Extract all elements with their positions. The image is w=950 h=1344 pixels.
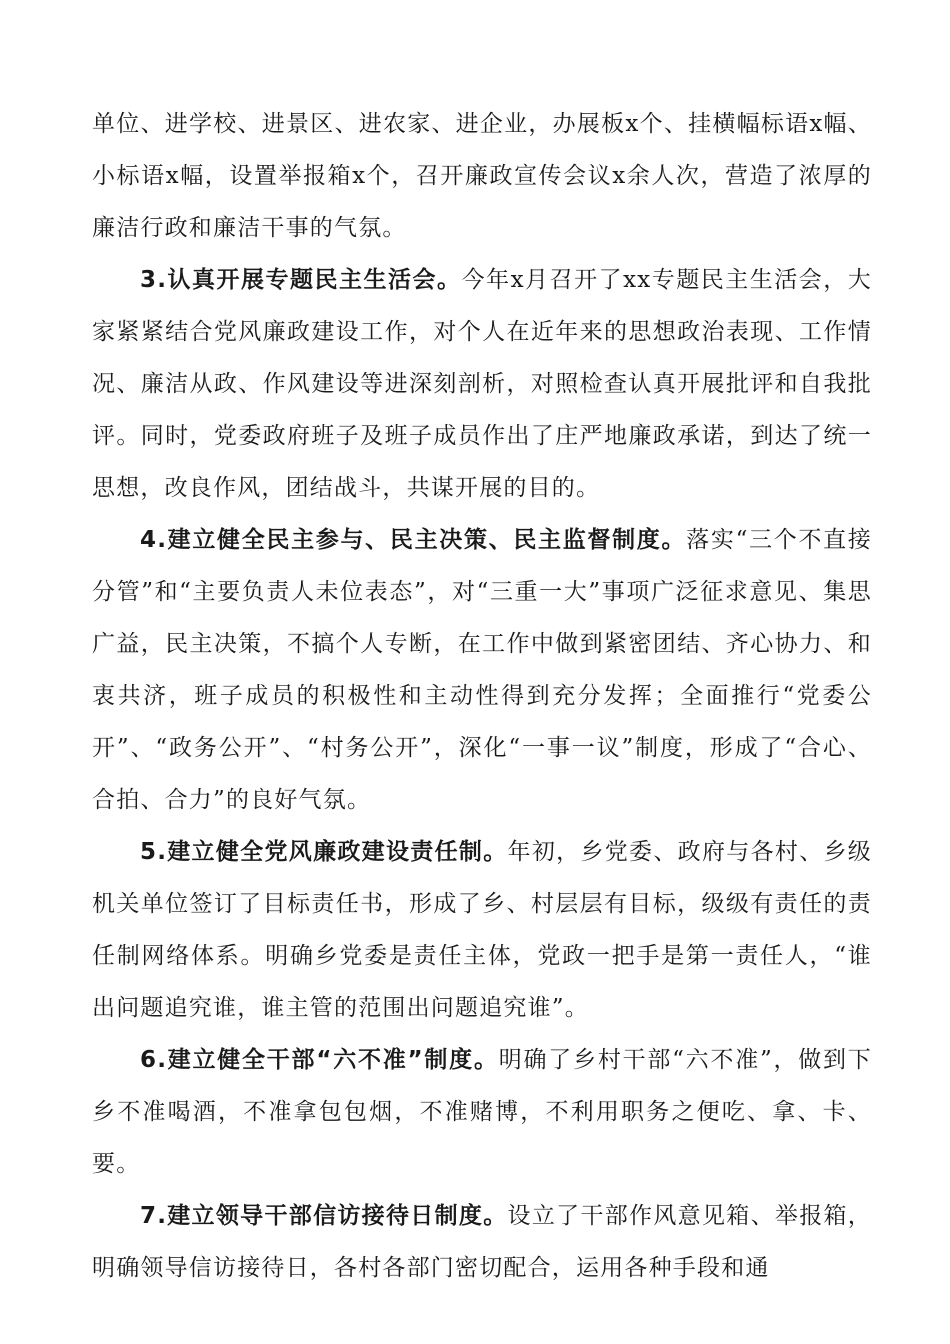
paragraph-text: 明确了乡村干部“六不准”，做到下乡不准喝酒，不准拿包包烟，不准赌博，不利用职务之便吃、拿、卡、要。 (92, 1047, 872, 1177)
paragraph-heading: 5.建立健全党风廉政建设责任制。 (140, 839, 508, 865)
paragraph-6 (92, 1034, 872, 1190)
paragraph-heading: 6.建立健全干部“六不准”制度。 (140, 1047, 499, 1073)
paragraph-3 (92, 254, 872, 514)
paragraph-text: 落实“三个不直接分管”和“主要负责人未位表态”，对“三重一大”事项广泛征求意见、集思广益，民主决策，不搞个人专断，在工作中做到紧密团结、齐心协力、和衷共济，班子成员的积极性和主动性得到充分发挥；全面推行“党委公开”、“政务公开”、“村务公开”，深化“一事一议”制度，形成了“合心、合拍、合力”的良好气氛。 (92, 527, 872, 813)
paragraph-text: 今年x月召开了xx专题民主生活会，大家紧紧结合党风廉政建设工作，对个人在近年来的思想政治表现、工作情况、廉洁从政、作风建设等进深刻剖析，对照检查认真开展批评和自我批评。同时，党委政府班子及班子成员作出了庄严地廉政承诺，到达了统一思想，改良作风，团结战斗，共谋开展的目的。 (92, 267, 873, 501)
paragraph-heading: 4.建立健全民主参与、民主决策、民主监督制度。 (140, 527, 687, 553)
paragraph-5 (92, 826, 872, 1034)
document-page (92, 98, 872, 1294)
paragraph-heading: 7.建立领导干部信访接待日制度。 (140, 1203, 508, 1229)
paragraph-heading: 3.认真开展专题民主生活会。 (140, 267, 462, 293)
paragraph-text: 设立了干部作风意见箱、举报箱，明确领导信访接待日，各村各部门密切配合，运用各种手段和通 (92, 1203, 873, 1281)
paragraph-text: 年初，乡党委、政府与各村、乡级机关单位签订了目标责任书，形成了乡、村层层有目标，级级有责任的责任制网络体系。明确乡党委是责任主体，党政一把手是第一责任人，“谁出问题追究谁，谁主管的范围出问题追究谁”。 (92, 839, 873, 1021)
paragraph-continuation (92, 98, 872, 254)
paragraph-7 (92, 1190, 872, 1294)
paragraph-text: 单位、进学校、进景区、进农家、进企业，办展板x个、挂横幅标语x幅、小标语x幅，设置举报箱x个，召开廉政宣传会议x余人次，营造了浓厚的廉洁行政和廉洁干事的气氛。 (92, 111, 872, 241)
paragraph-4 (92, 514, 872, 826)
